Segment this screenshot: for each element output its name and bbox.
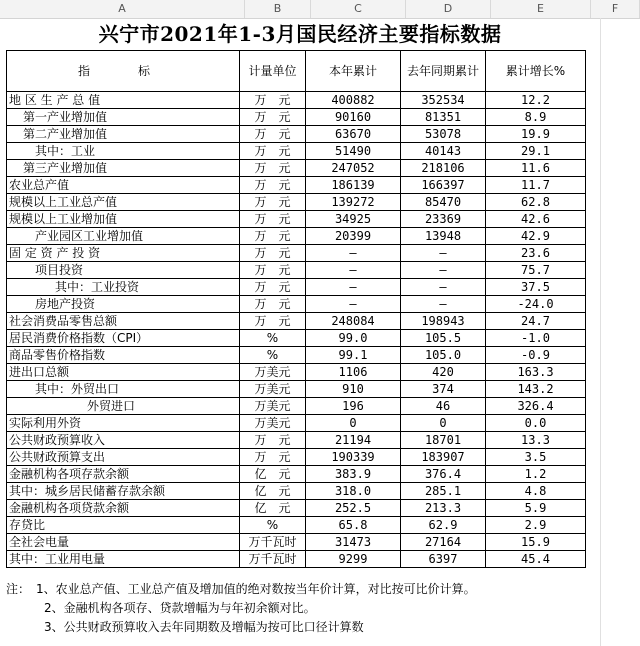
indicator-cell[interactable]: 金融机构各项存款余额	[7, 466, 240, 483]
footnote-3[interactable]: 3、公共财政预算收入去年同期数及增幅为按可比口径计算数	[44, 620, 364, 634]
header-growth[interactable]: 累计增长%	[486, 51, 586, 92]
last-year-value-cell[interactable]: 166397	[401, 177, 486, 194]
current-value-cell[interactable]: 9299	[306, 551, 401, 568]
growth-cell[interactable]: 2.9	[486, 517, 586, 534]
indicator-cell[interactable]: 其中：外贸出口	[7, 381, 240, 398]
growth-cell[interactable]: 11.6	[486, 160, 586, 177]
unit-cell[interactable]: 万 元	[240, 92, 306, 109]
last-year-value-cell[interactable]: —	[401, 245, 486, 262]
current-value-cell[interactable]: 186139	[306, 177, 401, 194]
column-header-e[interactable]: E	[491, 0, 591, 18]
header-current[interactable]: 本年累计	[306, 51, 401, 92]
table-row	[7, 381, 586, 398]
current-value-cell[interactable]: 99.1	[306, 347, 401, 364]
unit-cell[interactable]: 亿 元	[240, 466, 306, 483]
growth-cell[interactable]: 11.7	[486, 177, 586, 194]
growth-cell[interactable]: 143.2	[486, 381, 586, 398]
table-row	[7, 109, 586, 126]
header-last-year[interactable]: 去年同期累计	[401, 51, 486, 92]
growth-cell[interactable]: 37.5	[486, 279, 586, 296]
growth-cell[interactable]: 5.9	[486, 500, 586, 517]
column-header-bar	[0, 0, 640, 19]
table-row	[7, 517, 586, 534]
header-unit[interactable]: 计量单位	[240, 51, 306, 92]
unit-cell[interactable]: 万 元	[240, 194, 306, 211]
growth-cell[interactable]: 12.2	[486, 92, 586, 109]
footnotes	[6, 580, 626, 637]
indicator-cell[interactable]: 规模以上工业总产值	[7, 194, 240, 211]
last-year-value-cell[interactable]: 285.1	[401, 483, 486, 500]
growth-cell[interactable]: 23.6	[486, 245, 586, 262]
last-year-value-cell[interactable]: 40143	[401, 143, 486, 160]
current-value-cell[interactable]: 318.0	[306, 483, 401, 500]
unit-cell[interactable]: 亿 元	[240, 483, 306, 500]
last-year-value-cell[interactable]: 198943	[401, 313, 486, 330]
indicator-cell[interactable]: 存贷比	[7, 517, 240, 534]
table-row	[7, 143, 586, 160]
indicator-cell[interactable]: 其中：城乡居民储蓄存款余额	[7, 483, 240, 500]
current-value-cell[interactable]: —	[306, 245, 401, 262]
indicator-cell[interactable]: 房地产投资	[7, 296, 240, 313]
current-value-cell[interactable]: 1106	[306, 364, 401, 381]
last-year-value-cell[interactable]: 85470	[401, 194, 486, 211]
unit-cell[interactable]: 万 元	[240, 245, 306, 262]
unit-cell[interactable]: 万 元	[240, 449, 306, 466]
last-year-value-cell[interactable]: 53078	[401, 126, 486, 143]
table-row	[7, 398, 586, 415]
growth-cell[interactable]: 29.1	[486, 143, 586, 160]
last-year-value-cell[interactable]: 0	[401, 415, 486, 432]
table-row	[7, 500, 586, 517]
growth-cell[interactable]: 42.9	[486, 228, 586, 245]
indicator-cell[interactable]: 固 定 资 产 投 资	[7, 245, 240, 262]
unit-cell[interactable]: %	[240, 347, 306, 364]
current-value-cell[interactable]: —	[306, 296, 401, 313]
table-row	[7, 449, 586, 466]
current-value-cell[interactable]: 99.0	[306, 330, 401, 347]
current-value-cell[interactable]: 34925	[306, 211, 401, 228]
table-row	[7, 432, 586, 449]
header-indicator[interactable]: 指 标	[7, 51, 240, 92]
current-value-cell[interactable]: —	[306, 262, 401, 279]
indicator-cell[interactable]: 金融机构各项贷款余额	[7, 500, 240, 517]
current-value-cell[interactable]: 0	[306, 415, 401, 432]
growth-cell[interactable]: 42.6	[486, 211, 586, 228]
table-row	[7, 245, 586, 262]
indicator-cell[interactable]: 公共财政预算收入	[7, 432, 240, 449]
current-value-cell[interactable]: 383.9	[306, 466, 401, 483]
last-year-value-cell[interactable]: 23369	[401, 211, 486, 228]
growth-cell[interactable]: 24.7	[486, 313, 586, 330]
last-year-value-cell[interactable]: 62.9	[401, 517, 486, 534]
unit-cell[interactable]: 万美元	[240, 381, 306, 398]
column-header-d[interactable]: D	[406, 0, 491, 18]
growth-cell[interactable]: 0.0	[486, 415, 586, 432]
growth-cell[interactable]: -24.0	[486, 296, 586, 313]
indicator-cell[interactable]: 进出口总额	[7, 364, 240, 381]
last-year-value-cell[interactable]: 81351	[401, 109, 486, 126]
table-row	[7, 92, 586, 109]
unit-cell[interactable]: 万 元	[240, 126, 306, 143]
table-row	[7, 126, 586, 143]
growth-cell[interactable]: 3.5	[486, 449, 586, 466]
table-row	[7, 415, 586, 432]
indicator-cell[interactable]: 其中：工业	[7, 143, 240, 160]
unit-cell[interactable]: 万千瓦时	[240, 534, 306, 551]
unit-cell[interactable]: 万 元	[240, 211, 306, 228]
last-year-value-cell[interactable]: 218106	[401, 160, 486, 177]
table-row	[7, 483, 586, 500]
growth-cell[interactable]: 163.3	[486, 364, 586, 381]
indicator-cell[interactable]: 居民消费价格指数（CPI）	[7, 330, 240, 347]
column-header-f[interactable]: F	[591, 0, 640, 18]
unit-cell[interactable]: 万 元	[240, 432, 306, 449]
last-year-value-cell[interactable]: —	[401, 279, 486, 296]
last-year-value-cell[interactable]: —	[401, 296, 486, 313]
last-year-value-cell[interactable]: 352534	[401, 92, 486, 109]
indicator-cell[interactable]: 社会消费品零售总额	[7, 313, 240, 330]
last-year-value-cell[interactable]: 46	[401, 398, 486, 415]
unit-cell[interactable]: 万 元	[240, 313, 306, 330]
last-year-value-cell[interactable]: 105.0	[401, 347, 486, 364]
growth-cell[interactable]: 13.3	[486, 432, 586, 449]
current-value-cell[interactable]: 21194	[306, 432, 401, 449]
last-year-value-cell[interactable]: 18701	[401, 432, 486, 449]
current-value-cell[interactable]: 247052	[306, 160, 401, 177]
table-body	[7, 92, 586, 568]
column-header-a[interactable]: A	[0, 0, 245, 18]
indicator-cell[interactable]: 公共财政预算支出	[7, 449, 240, 466]
indicator-cell[interactable]: 产业园区工业增加值	[7, 228, 240, 245]
unit-cell[interactable]: 万 元	[240, 160, 306, 177]
current-value-cell[interactable]: 910	[306, 381, 401, 398]
footnote-2[interactable]: 2、金融机构各项存、贷款增幅为与年初余额对比。	[44, 601, 316, 615]
unit-cell[interactable]: 万千瓦时	[240, 551, 306, 568]
indicator-cell[interactable]: 农业总产值	[7, 177, 240, 194]
last-year-value-cell[interactable]: 183907	[401, 449, 486, 466]
current-value-cell[interactable]: —	[306, 279, 401, 296]
growth-cell[interactable]: 8.9	[486, 109, 586, 126]
indicator-table	[6, 50, 586, 568]
indicator-cell[interactable]: 全社会电量	[7, 534, 240, 551]
indicator-cell[interactable]: 地 区 生 产 总 值	[7, 92, 240, 109]
growth-cell[interactable]: 15.9	[486, 534, 586, 551]
table-row	[7, 194, 586, 211]
growth-cell[interactable]: -1.0	[486, 330, 586, 347]
sheet-title[interactable]: 兴宁市2021年1-3月国民经济主要指标数据	[98, 22, 502, 46]
unit-cell[interactable]: %	[240, 330, 306, 347]
growth-cell[interactable]: 326.4	[486, 398, 586, 415]
current-value-cell[interactable]: 252.5	[306, 500, 401, 517]
growth-cell[interactable]: 4.8	[486, 483, 586, 500]
last-year-value-cell[interactable]: 27164	[401, 534, 486, 551]
table-row	[7, 296, 586, 313]
table-row	[7, 313, 586, 330]
table-row	[7, 211, 586, 228]
current-value-cell[interactable]: 65.8	[306, 517, 401, 534]
unit-cell[interactable]: %	[240, 517, 306, 534]
table-header-row	[7, 51, 586, 92]
indicator-cell[interactable]: 第二产业增加值	[7, 126, 240, 143]
current-value-cell[interactable]: 400882	[306, 92, 401, 109]
current-value-cell[interactable]: 190339	[306, 449, 401, 466]
table-row	[7, 364, 586, 381]
last-year-value-cell[interactable]: 6397	[401, 551, 486, 568]
last-year-value-cell[interactable]: 13948	[401, 228, 486, 245]
unit-cell[interactable]: 万 元	[240, 279, 306, 296]
table-row	[7, 551, 586, 568]
unit-cell[interactable]: 万 元	[240, 262, 306, 279]
indicator-cell[interactable]: 规模以上工业增加值	[7, 211, 240, 228]
growth-cell[interactable]: 75.7	[486, 262, 586, 279]
unit-cell[interactable]: 万 元	[240, 228, 306, 245]
grid-line	[600, 18, 601, 646]
growth-cell[interactable]: 1.2	[486, 466, 586, 483]
unit-cell[interactable]: 万 元	[240, 109, 306, 126]
unit-cell[interactable]: 万 元	[240, 177, 306, 194]
last-year-value-cell[interactable]: 213.3	[401, 500, 486, 517]
last-year-value-cell[interactable]: 420	[401, 364, 486, 381]
table-row	[7, 177, 586, 194]
table-row	[7, 160, 586, 177]
last-year-value-cell[interactable]: 374	[401, 381, 486, 398]
table-row	[7, 228, 586, 245]
growth-cell[interactable]: 62.8	[486, 194, 586, 211]
table-row	[7, 262, 586, 279]
table-row	[7, 466, 586, 483]
indicator-cell[interactable]: 其中：工业用电量	[7, 551, 240, 568]
current-value-cell[interactable]: 248084	[306, 313, 401, 330]
indicator-cell[interactable]: 实际利用外资	[7, 415, 240, 432]
indicator-cell[interactable]: 商品零售价格指数	[7, 347, 240, 364]
growth-cell[interactable]: -0.9	[486, 347, 586, 364]
table-row	[7, 279, 586, 296]
current-value-cell[interactable]: 90160	[306, 109, 401, 126]
last-year-value-cell[interactable]: —	[401, 262, 486, 279]
last-year-value-cell[interactable]: 376.4	[401, 466, 486, 483]
indicator-cell[interactable]: 外贸进口	[7, 398, 240, 415]
current-value-cell[interactable]: 196	[306, 398, 401, 415]
current-value-cell[interactable]: 31473	[306, 534, 401, 551]
current-value-cell[interactable]: 63670	[306, 126, 401, 143]
indicator-cell[interactable]: 第一产业增加值	[7, 109, 240, 126]
unit-cell[interactable]: 万 元	[240, 143, 306, 160]
unit-cell[interactable]: 万美元	[240, 398, 306, 415]
indicator-cell[interactable]: 其中：工业投资	[7, 279, 240, 296]
indicator-cell[interactable]: 项目投资	[7, 262, 240, 279]
growth-cell[interactable]: 45.4	[486, 551, 586, 568]
table-row	[7, 534, 586, 551]
current-value-cell[interactable]: 139272	[306, 194, 401, 211]
unit-cell[interactable]: 万美元	[240, 415, 306, 432]
column-header-b[interactable]: B	[245, 0, 311, 18]
column-header-c[interactable]: C	[311, 0, 406, 18]
current-value-cell[interactable]: 51490	[306, 143, 401, 160]
unit-cell[interactable]: 万美元	[240, 364, 306, 381]
current-value-cell[interactable]: 20399	[306, 228, 401, 245]
indicator-cell[interactable]: 第三产业增加值	[7, 160, 240, 177]
growth-cell[interactable]: 19.9	[486, 126, 586, 143]
table-row	[7, 330, 586, 347]
last-year-value-cell[interactable]: 105.5	[401, 330, 486, 347]
table-row	[7, 347, 586, 364]
unit-cell[interactable]: 亿 元	[240, 500, 306, 517]
footnote-1[interactable]: 注： 1、农业总产值、工业总产值及增加值的绝对数按当年价计算，对比按可比价计算。	[6, 582, 476, 596]
unit-cell[interactable]: 万 元	[240, 296, 306, 313]
